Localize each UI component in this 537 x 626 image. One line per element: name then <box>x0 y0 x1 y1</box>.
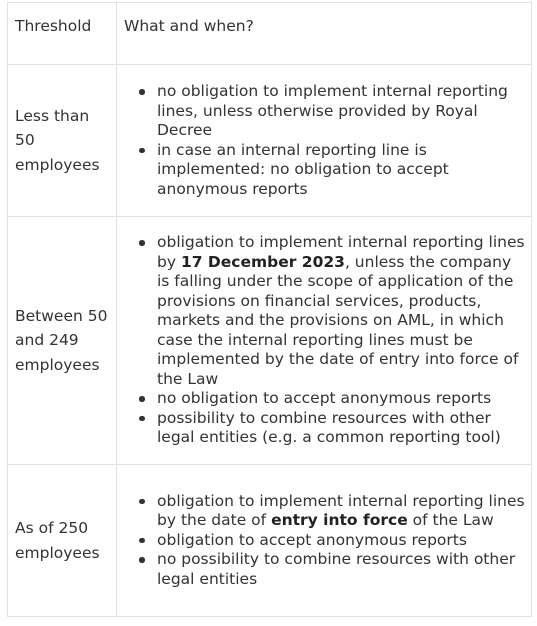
bullet-icon <box>139 148 145 154</box>
bullet-icon <box>139 396 145 402</box>
threshold-table <box>7 2 532 617</box>
list-item: obligation to implement internal reporting lines by the date of entry into force of the Law <box>157 492 525 531</box>
header-threshold: Threshold <box>8 3 117 65</box>
table-row <box>8 217 532 465</box>
threshold-cell: As of 250 employees <box>8 465 117 617</box>
list-item: possibility to combine resources with other legal entities (e.g. a common reporting tool) <box>157 409 525 448</box>
what-cell <box>117 65 532 217</box>
header-what-and-when: What and when? <box>117 3 532 65</box>
bullet-icon <box>139 538 145 544</box>
list-item: in case an internal reporting line is implemented: no obligation to accept anonymous reports <box>157 141 525 200</box>
date-highlight: 17 December 2023 <box>180 252 345 271</box>
list-item: no possibility to combine resources with other legal entities <box>157 550 525 589</box>
list-item: obligation to implement internal reporting lines by 17 December 2023, unless the company is falling under the scope of application of the provisions on financial services, products, markets and the provisions on AML, in which case the internal reporting lines must be implemented by the date of entry into force of the Law <box>157 233 525 389</box>
table-header-row <box>8 3 532 65</box>
list-item: obligation to accept anonymous reports <box>157 531 525 551</box>
entry-into-force-highlight: entry into force <box>271 511 408 530</box>
what-cell <box>117 465 532 617</box>
what-cell <box>117 217 532 465</box>
bullet-list <box>125 233 525 448</box>
table-row <box>8 465 532 617</box>
bullet-icon <box>139 416 145 422</box>
list-item: no obligation to implement internal reporting lines, unless otherwise provided by Royal Decree <box>157 82 525 141</box>
bullet-icon <box>139 89 145 95</box>
bullet-icon <box>139 557 145 563</box>
bullet-icon <box>139 240 145 246</box>
bullet-list <box>125 82 525 199</box>
bullet-list <box>125 492 525 590</box>
threshold-cell: Less than 50 employees <box>8 65 117 217</box>
bullet-icon <box>139 499 145 505</box>
threshold-cell: Between 50 and 249 employees <box>8 217 117 465</box>
table-row <box>8 65 532 217</box>
list-item: no obligation to accept anonymous reports <box>157 389 525 409</box>
